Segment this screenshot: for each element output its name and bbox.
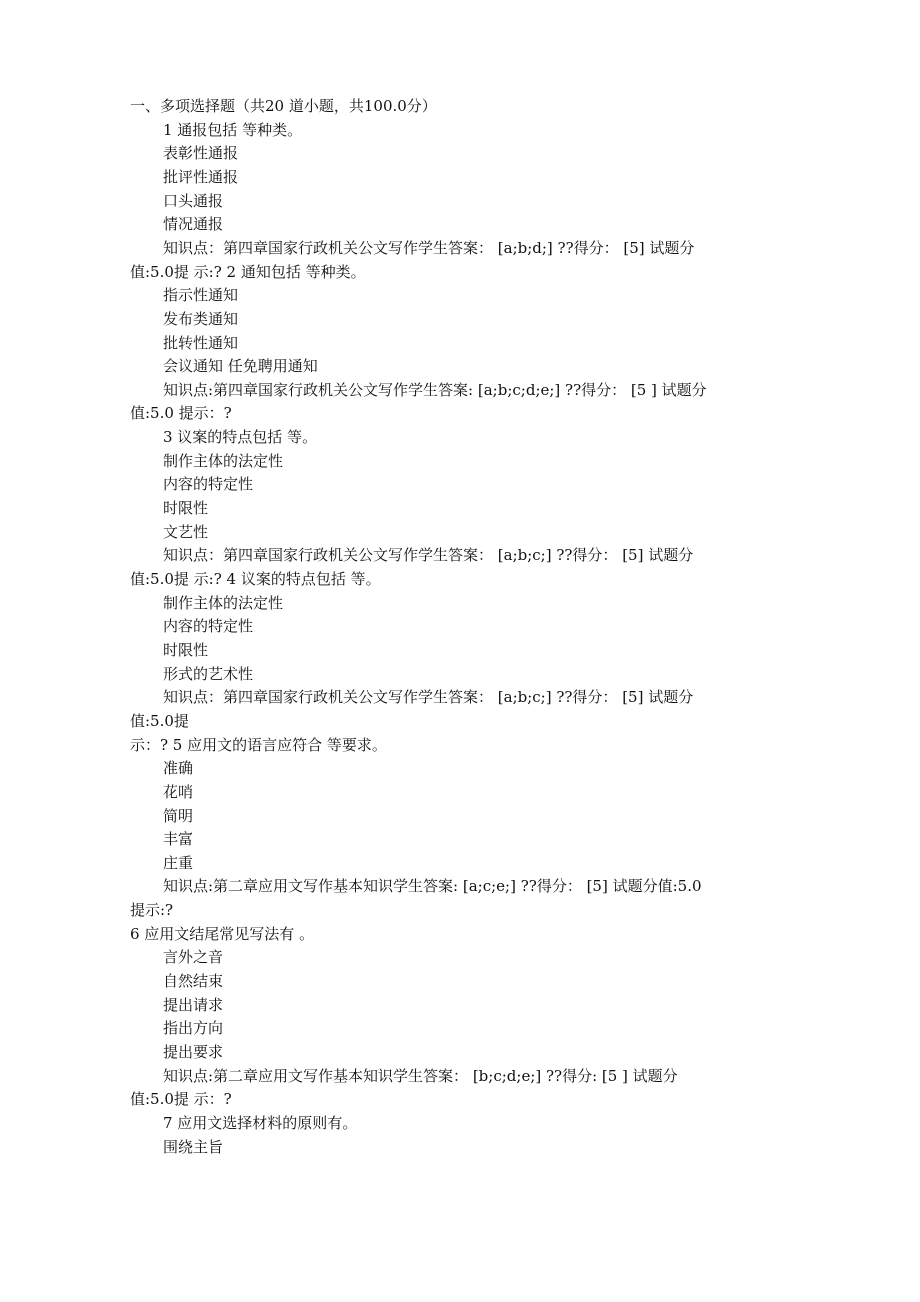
text-line: 指示性通知 xyxy=(163,286,239,305)
text-line: 知识点:第二章应用文写作基本知识学生答案： [b;c;d;e;] ??得分: [5 ] 试题分 xyxy=(163,1066,678,1085)
text-line: 简明 xyxy=(163,806,194,825)
text-line: 1 通报包括 等种类。 xyxy=(163,120,303,139)
text-line: 值:5.0提 示:? 2 通知包括 等种类。 xyxy=(130,262,366,281)
text-line: 内容的特定性 xyxy=(163,617,254,636)
text-line: 提出要求 xyxy=(163,1043,224,1061)
text-line: 丰富 xyxy=(163,830,194,849)
text-line: 发布类通知 xyxy=(163,309,239,328)
text-line: 值:5.0 提示：? xyxy=(130,404,232,423)
text-line: 知识点：第四章国家行政机关公文写作学生答案： [a;b;c;] ??得分： [5] 试题分 xyxy=(163,688,694,707)
text-line: 情况通报 xyxy=(163,215,224,234)
text-line: 制作主体的法定性 xyxy=(163,451,284,470)
text-line: 3 议案的特点包括 等。 xyxy=(163,428,318,447)
text-line: 花哨 xyxy=(163,782,194,801)
text-line: 围绕主旨 xyxy=(163,1137,224,1156)
text-line: 准确 xyxy=(163,759,194,778)
text-line: 提出请求 xyxy=(163,995,224,1014)
text-line: 口头通报 xyxy=(163,191,224,210)
text-line: 批评性通报 xyxy=(163,167,239,186)
text-line: 值:5.0提 xyxy=(130,711,189,730)
text-line: 内容的特定性 xyxy=(163,475,254,494)
text-line: 提示:? xyxy=(130,901,174,920)
text-line: 一、多项选择题（共20 道小题，共100.0分） xyxy=(130,97,437,115)
text-line: 会议通知 任免聘用通知 xyxy=(163,357,318,376)
text-line: 表彰性通报 xyxy=(163,144,239,163)
text-line: 时限性 xyxy=(163,640,209,659)
text-line: 时限性 xyxy=(163,499,209,517)
text-line: 自然结束 xyxy=(163,972,224,990)
text-line: 言外之音 xyxy=(163,948,224,967)
text-line: 文艺性 xyxy=(163,522,209,541)
text-line: 知识点：第四章国家行政机关公文写作学生答案： [a;b;d;] ??得分： [5] 试题分 xyxy=(163,238,695,257)
text-line: 6 应用文结尾常见写法有 。 xyxy=(130,924,315,943)
text-line: 庄重 xyxy=(163,853,194,872)
text-line: 形式的艺术性 xyxy=(163,664,254,683)
text-line: 制作主体的法定性 xyxy=(163,593,284,612)
text-line: 7 应用文选择材料的原则有。 xyxy=(163,1113,358,1132)
text-line: 批转性通知 xyxy=(163,333,239,352)
text-line: 知识点:第二章应用文写作基本知识学生答案: [a;c;e;] ??得分： [5] 试题分值:5.0 xyxy=(163,877,702,896)
text-line: 知识点:第四章国家行政机关公文写作学生答案: [a;b;c;d;e;] ??得分： [5 ] 试题分 xyxy=(163,380,707,399)
text-line: 指出方向 xyxy=(163,1019,224,1038)
text-line: 示：? 5 应用文的语言应符合 等要求。 xyxy=(130,735,387,754)
text-line: 值:5.0提 示:? 4 议案的特点包括 等。 xyxy=(130,570,381,588)
text-line: 值:5.0提 示：? xyxy=(130,1090,232,1109)
text-line: 知识点：第四章国家行政机关公文写作学生答案： [a;b;c;] ??得分： [5] 试题分 xyxy=(163,546,694,565)
